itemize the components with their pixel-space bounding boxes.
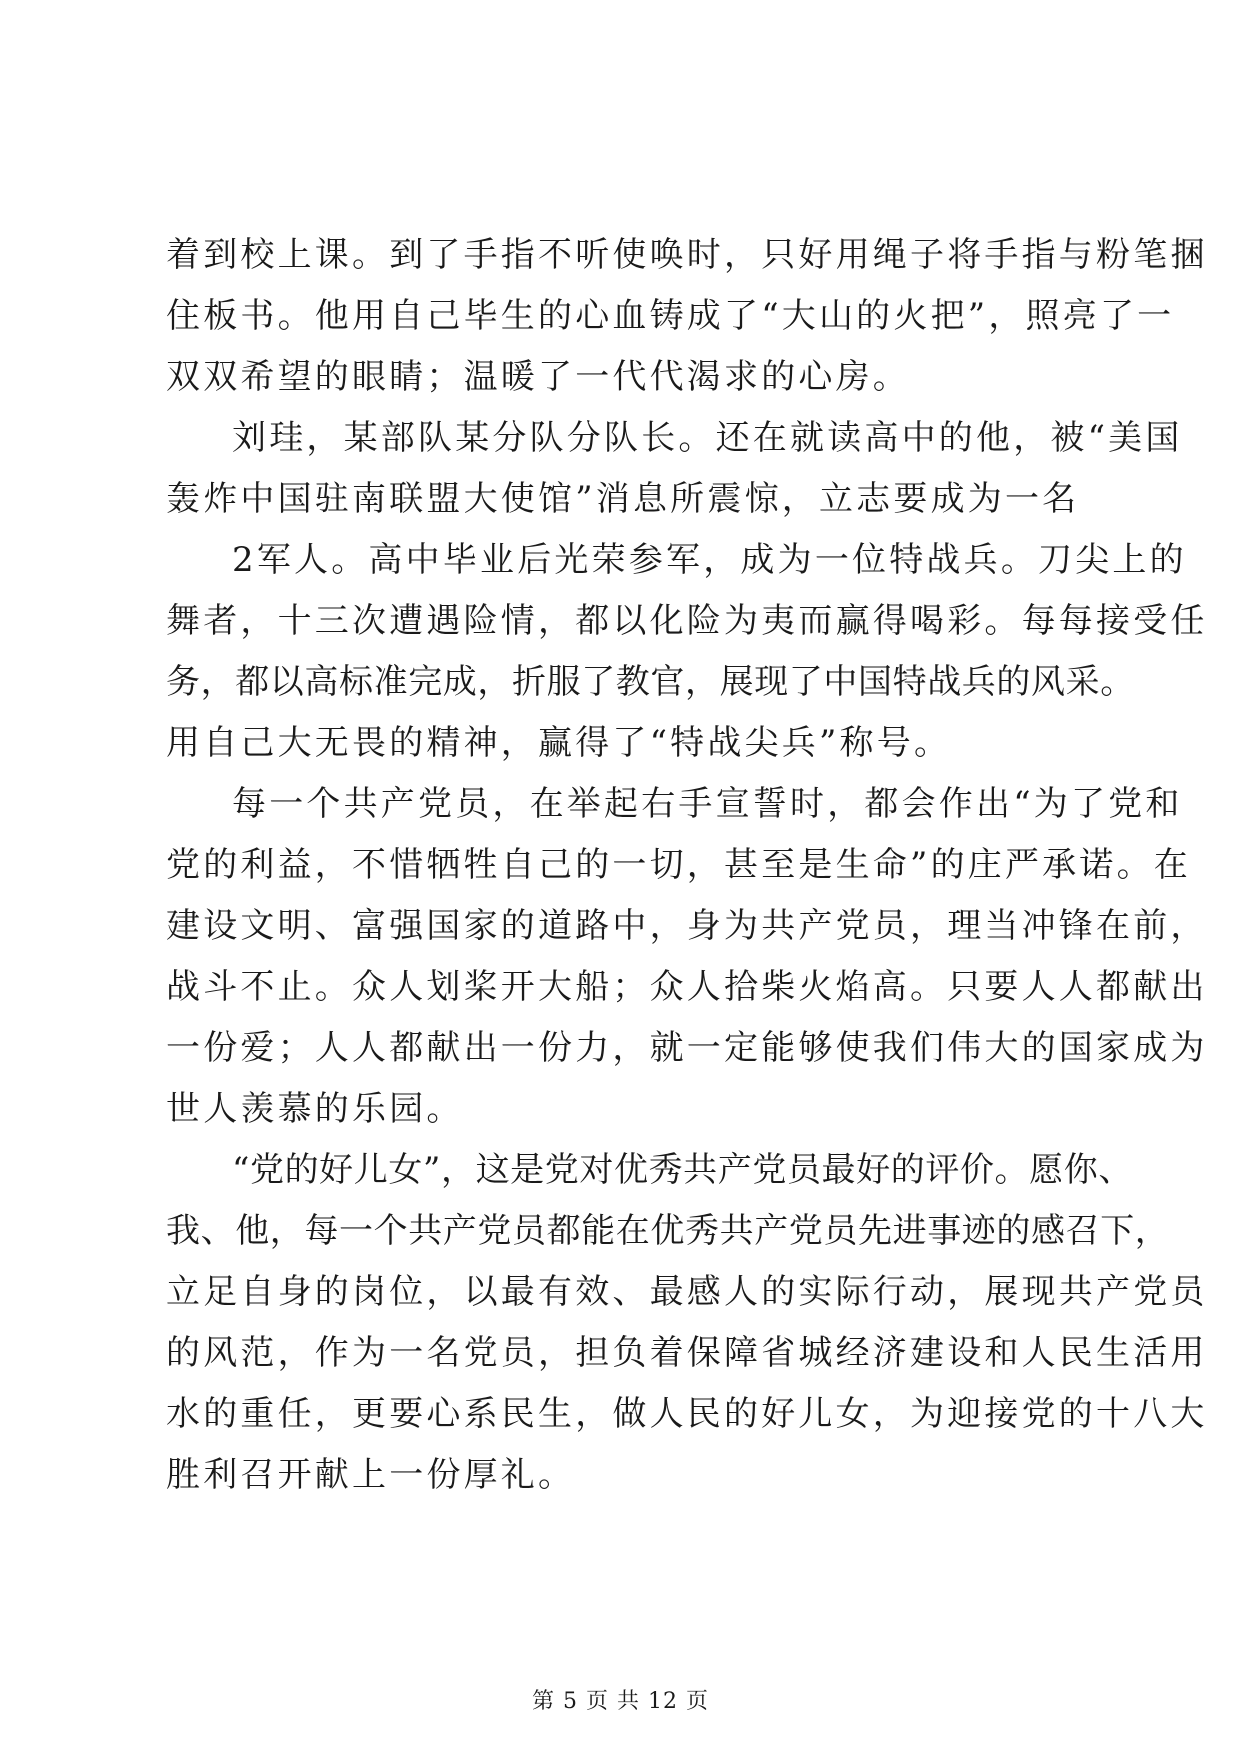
body-line: 的风范，作为一名党员，担负着保障省城经济建设和人民生活用 [166, 1333, 1208, 1373]
body-line: 立足自身的岗位，以最有效、最感人的实际行动，展现共产党员 [166, 1272, 1208, 1312]
body-line: 党的利益，不惜牺牲自己的一切，甚至是生命”的庄严承诺。在 [166, 845, 1191, 885]
body-line: “党的好儿女”，这是党对优秀共产党员最好的评价。愿你、 [232, 1150, 1133, 1190]
body-line: 水的重任，更要心系民生，做人民的好儿女，为迎接党的十八大 [166, 1394, 1208, 1434]
body-line: 世人羡慕的乐园。 [166, 1089, 464, 1129]
body-line: 务，都以高标准完成，折服了教官，展现了中国特战兵的风采。 [166, 662, 1135, 702]
body-line: 2军人。高中毕业后光荣参军，成为一位特战兵。刀尖上的 [232, 540, 1187, 580]
page-number-footer: 第 5 页 共 12 页 [532, 1689, 709, 1714]
body-line: 轰炸中国驻南联盟大使馆”消息所震惊，立志要成为一名 [166, 479, 1080, 519]
body-line: 一份爱；人人都献出一份力，就一定能够使我们伟大的国家成为 [166, 1028, 1208, 1068]
body-line: 舞者，十三次遭遇险情，都以化险为夷而赢得喝彩。每每接受任 [166, 601, 1208, 641]
body-line: 双双希望的眼睛；温暖了一代代渴求的心房。 [166, 357, 910, 397]
body-line: 战斗不止。众人划桨开大船；众人拾柴火焰高。只要人人都献出 [166, 967, 1208, 1007]
body-line: 住板书。他用自己毕生的心血铸成了“大山的火把”，照亮了一 [166, 296, 1175, 336]
body-line: 建设文明、富强国家的道路中，身为共产党员，理当冲锋在前， [166, 906, 1208, 946]
body-line: 着到校上课。到了手指不听使唤时，只好用绳子将手指与粉笔捆 [166, 235, 1208, 275]
body-line: 用自己大无畏的精神，赢得了“特战尖兵”称号。 [166, 723, 952, 763]
body-line: 刘珪，某部队某分队分队长。还在就读高中的他，被“美国 [232, 418, 1183, 458]
body-line: 胜利召开献上一份厚礼。 [166, 1455, 576, 1495]
body-line: 每一个共产党员，在举起右手宣誓时，都会作出“为了党和 [232, 784, 1183, 824]
body-line: 我、他，每一个共产党员都能在优秀共产党员先进事迹的感召下， [166, 1211, 1170, 1251]
